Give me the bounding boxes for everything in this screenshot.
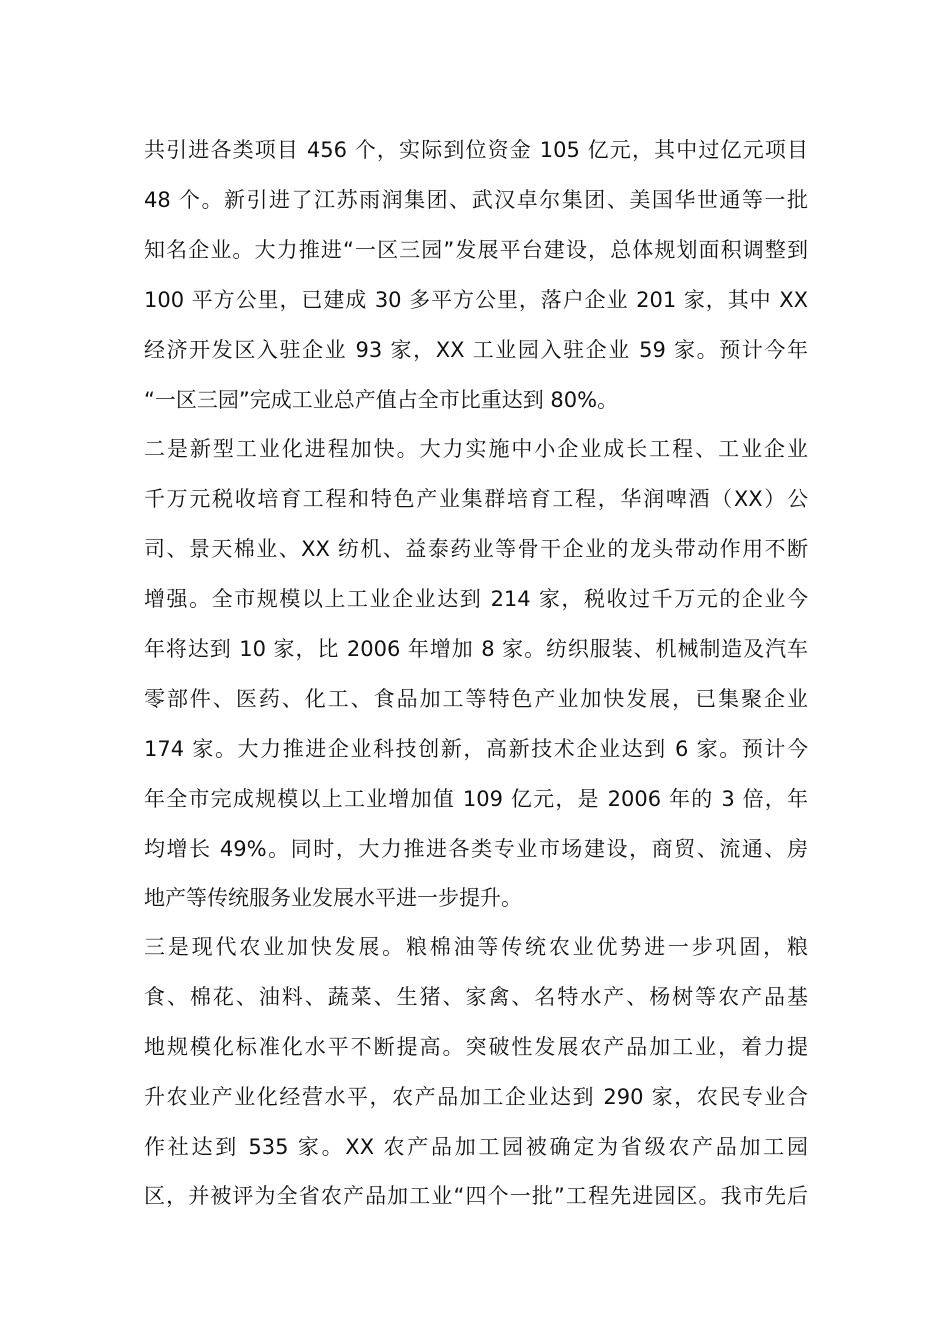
text-line: 48 个。新引进了江苏雨润集团、武汉卓尔集团、美国华世通等一批	[144, 188, 808, 212]
text-line: 食、棉花、油料、蔬菜、生猪、家禽、名特水产、杨树等农产品基	[144, 985, 808, 1009]
text-line: 174 家。大力推进企业科技创新，高新技术企业达到 6 家。预计今	[144, 737, 808, 761]
text-line: 区，并被评为全省农产品加工业“四个一批”工程先进园区。我市先后	[144, 1184, 808, 1208]
text-line: 共引进各类项目 456 个，实际到位资金 105 亿元，其中过亿元项目	[144, 138, 808, 162]
text-line: 地产等传统服务业发展水平进一步提升。	[144, 886, 522, 910]
text-line: 三是现代农业加快发展。粮棉油等传统农业优势进一步巩固，粮	[144, 935, 808, 959]
text-line: 均增长 49%。同时，大力推进各类专业市场建设，商贸、流通、房	[144, 837, 808, 861]
text-line: 司、景天棉业、XX 纺机、益泰药业等骨干企业的龙头带动作用不断	[144, 537, 808, 561]
text-line: 二是新型工业化进程加快。大力实施中小企业成长工程、工业企业	[144, 437, 808, 461]
text-line: 作社达到 535 家。XX 农产品加工园被确定为省级农产品加工园	[144, 1135, 808, 1159]
text-line: 年将达到 10 家，比 2006 年增加 8 家。纺织服装、机械制造及汽车	[144, 637, 808, 661]
text-line: 年全市完成规模以上工业增加值 109 亿元，是 2006 年的 3 倍，年	[144, 787, 808, 811]
text-line: 地规模化标准化水平不断提高。突破性发展农产品加工业，着力提	[144, 1035, 808, 1059]
text-line: 经济开发区入驻企业 93 家，XX 工业园入驻企业 59 家。预计今年	[144, 338, 808, 362]
text-line: 100 平方公里，已建成 30 多平方公里，落户企业 201 家，其中 XX	[144, 288, 808, 312]
text-line: 千万元税收培育工程和特色产业集群培育工程，华润啤酒（XX）公	[144, 487, 808, 511]
text-line: 零部件、医药、化工、食品加工等特色产业加快发展，已集聚企业	[144, 687, 808, 711]
text-line: 升农业产业化经营水平，农产品加工企业达到 290 家，农民专业合	[144, 1085, 808, 1109]
text-line: “一区三园”完成工业总产值占全市比重达到 80%。	[144, 388, 619, 412]
text-line: 知名企业。大力推进“一区三园”发展平台建设，总体规划面积调整到	[144, 238, 808, 262]
text-line: 增强。全市规模以上工业企业达到 214 家，税收过千万元的企业今	[144, 587, 808, 611]
